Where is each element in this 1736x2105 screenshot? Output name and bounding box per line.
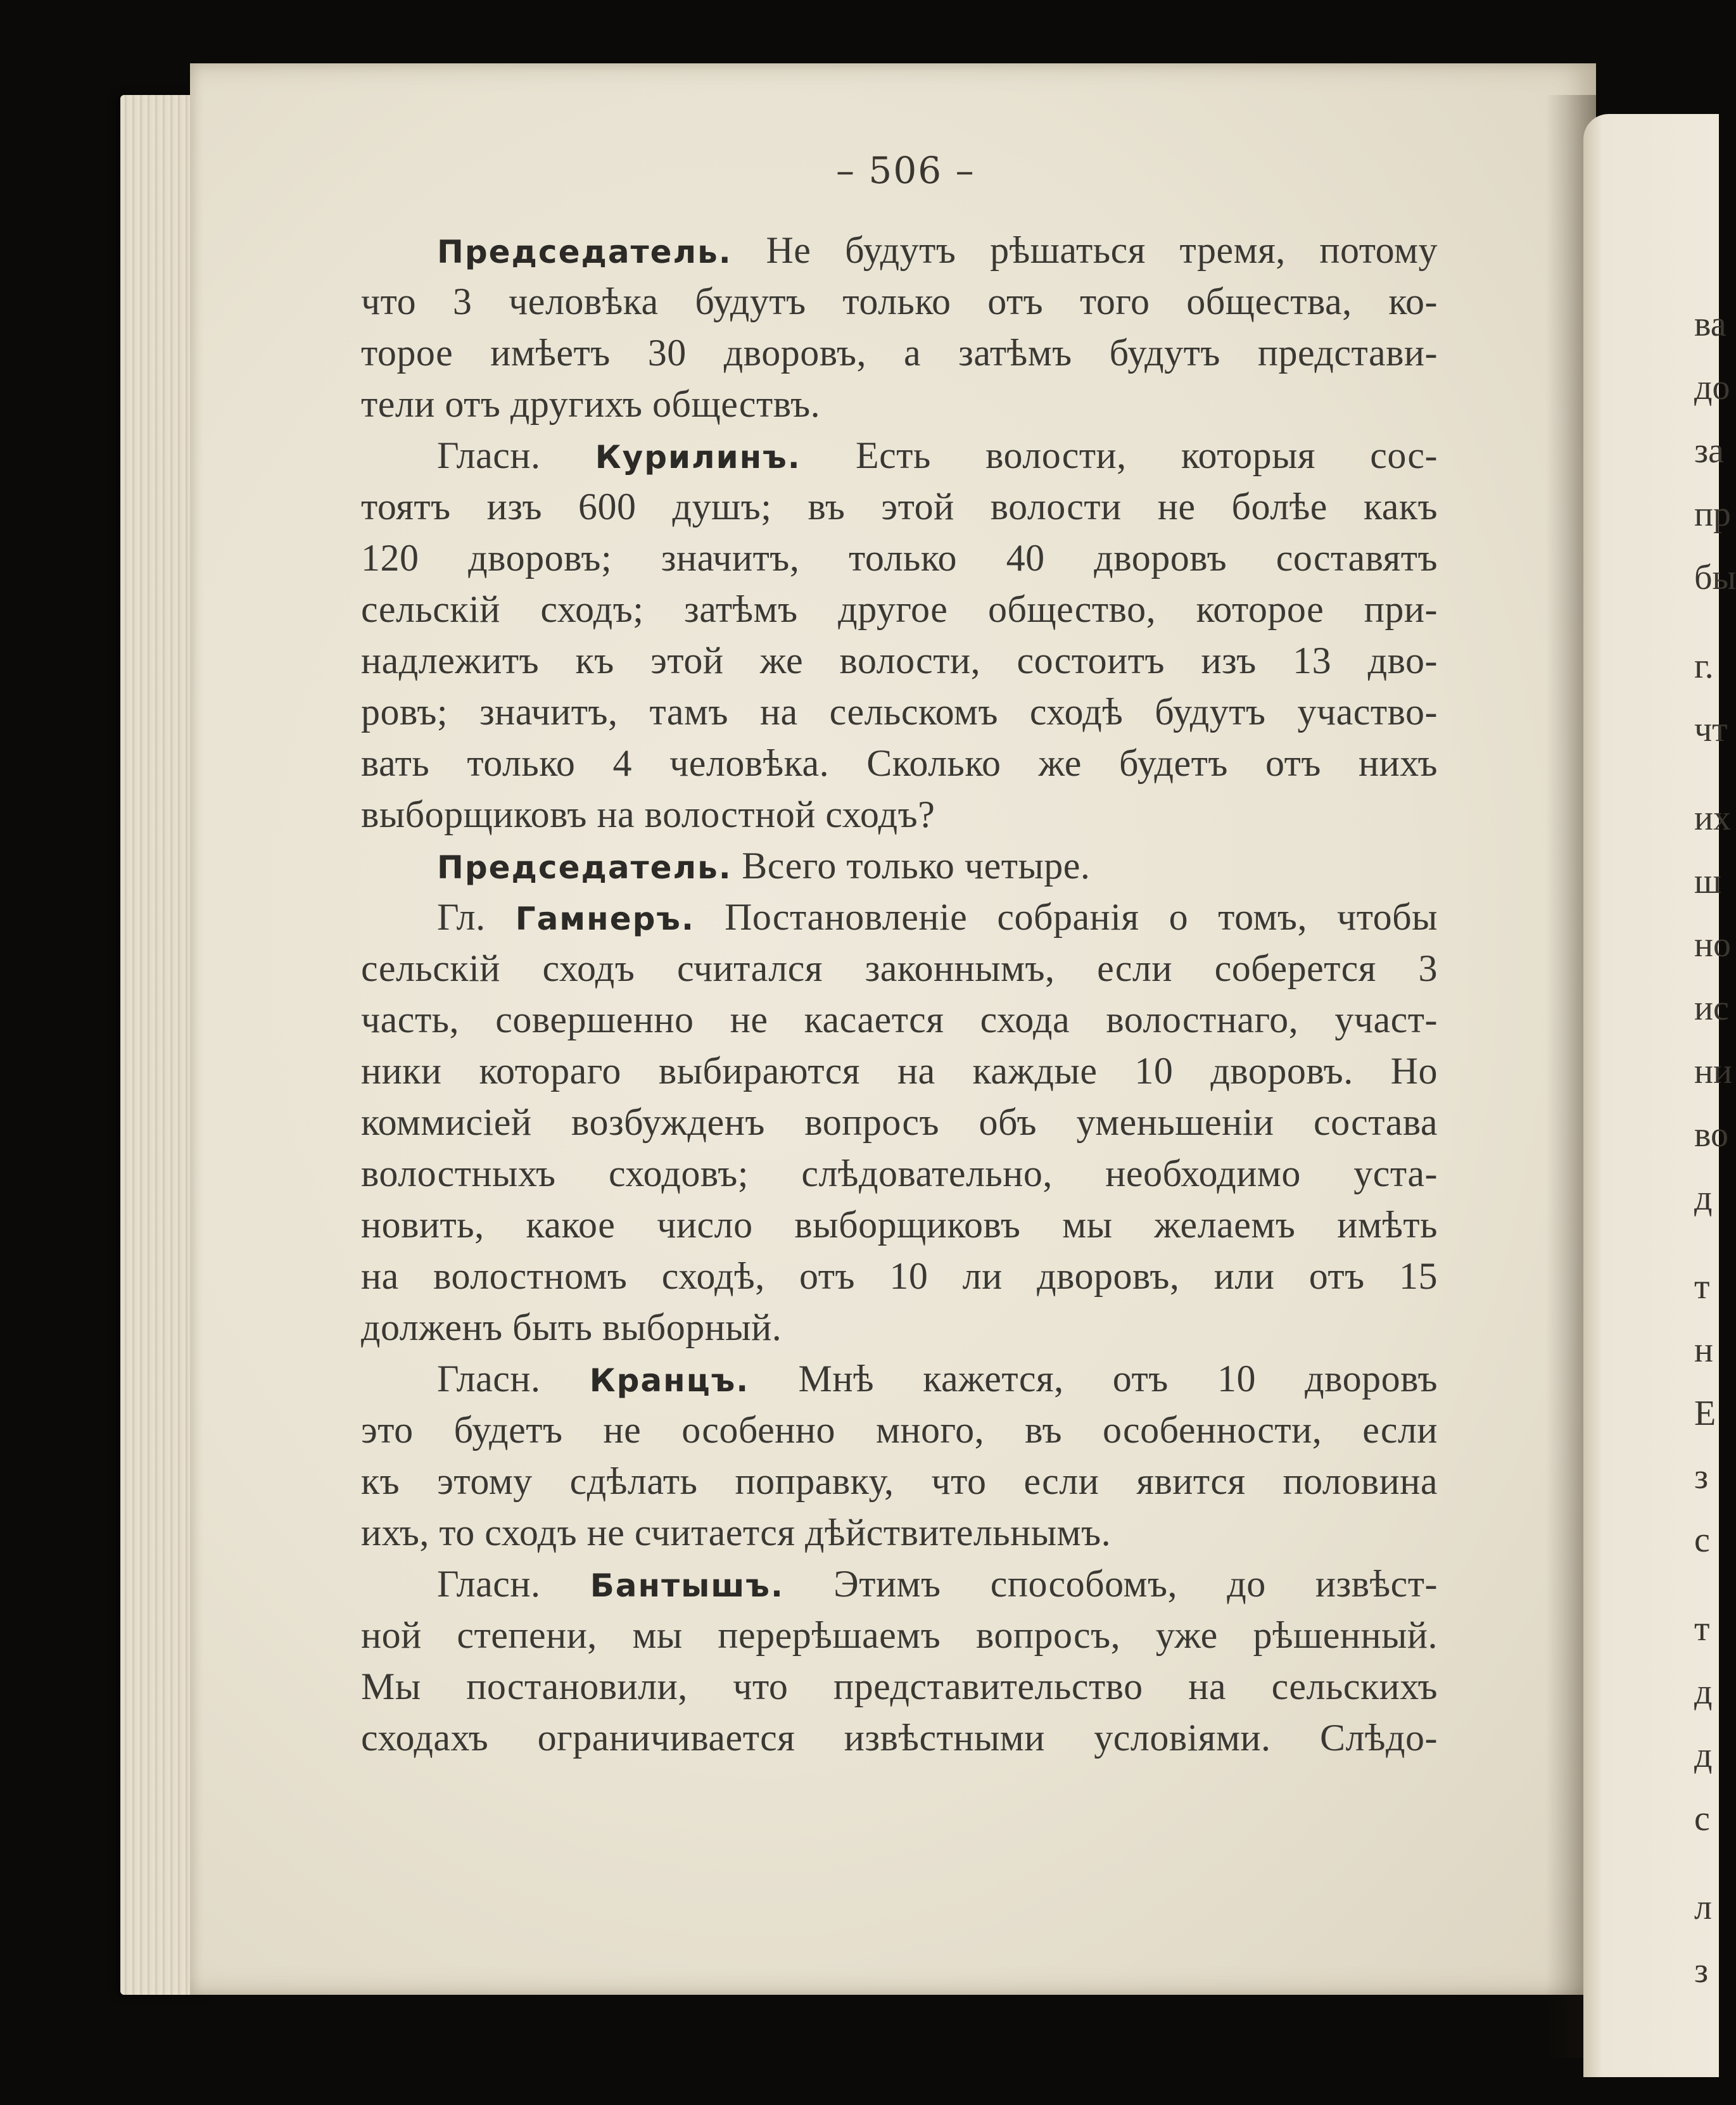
right-page-fragment: чт	[1694, 710, 1728, 749]
line-text: вать только 4 человѣка. Сколько же будетъ отъ нихъ	[361, 742, 1438, 784]
text-line	[361, 892, 1438, 943]
text-line	[361, 738, 1438, 789]
text-line	[361, 584, 1438, 635]
line-text: коммисіей возбужденъ вопросъ объ уменьшеніи состава	[361, 1101, 1438, 1143]
text-line	[361, 1610, 1438, 1661]
text-line	[361, 276, 1438, 327]
speaker-name: Председатель.	[437, 849, 732, 886]
line-text: торое имѣетъ 30 дворовъ, а затѣмъ будутъ представи-	[361, 332, 1438, 374]
line-text: долженъ быть выборный.	[361, 1306, 782, 1348]
line-text: часть, совершенно не касается схода волостнаго, участ-	[361, 999, 1438, 1040]
line-text: новить, какое число выборщиковъ мы желаемъ имѣть	[361, 1204, 1438, 1246]
text-line	[361, 225, 1438, 276]
text-line	[361, 1097, 1438, 1148]
line-text: на волостномъ сходѣ, отъ 10 ли дворовъ, или отъ 15	[361, 1255, 1438, 1297]
right-page-fragment: Е	[1694, 1394, 1716, 1433]
speaker-name: Бантышъ.	[590, 1567, 784, 1604]
right-page-fragment: д	[1694, 1179, 1713, 1218]
speaker-name: Гамнеръ.	[515, 901, 695, 937]
line-text: Этимъ способомъ, до извѣст-	[783, 1563, 1438, 1605]
line-text: Есть волости, которыя сос-	[801, 434, 1438, 476]
line-text: ной степени, мы перерѣшаемъ вопросъ, уже рѣшенный.	[361, 1614, 1438, 1656]
line-text: Мы постановили, что представительство на сельскихъ	[361, 1666, 1438, 1707]
line-text: тоятъ изъ 600 душъ; въ этой волости не болѣе какъ	[361, 486, 1438, 528]
right-page-fragment: з	[1694, 1457, 1709, 1496]
line-text: 120 дворовъ; значитъ, только 40 дворовъ составятъ	[361, 537, 1438, 579]
right-page-fragment: их	[1694, 799, 1731, 838]
right-page-fragment: бы	[1694, 558, 1736, 597]
text-line	[361, 1302, 1438, 1353]
line-text: Мнѣ кажется, отъ 10 дворовъ	[749, 1358, 1438, 1400]
text-line	[361, 1507, 1438, 1558]
right-page-edge	[1583, 114, 1722, 2077]
page-number: – 506 –	[836, 149, 975, 192]
speaker-title: Гл.	[437, 896, 516, 938]
line-text: надлежитъ къ этой же волости, состоитъ изъ 13 дво-	[361, 640, 1438, 681]
speaker-title: Гласн.	[437, 1563, 590, 1605]
text-line	[361, 686, 1438, 738]
text-line	[361, 327, 1438, 379]
text-line	[361, 379, 1438, 430]
right-page-fragment: до	[1694, 368, 1730, 407]
line-text: ровъ; значитъ, тамъ на сельскомъ сходѣ будутъ участво-	[361, 691, 1438, 733]
right-page-fragment: д	[1694, 1736, 1713, 1775]
text-line	[361, 1046, 1438, 1097]
right-page-fragment: с	[1694, 1520, 1710, 1560]
text-line	[361, 1661, 1438, 1712]
line-text: сельскій сходъ; затѣмъ другое общество, которое при-	[361, 588, 1438, 630]
right-page-fragment: ва	[1694, 305, 1726, 344]
line-text: выборщиковъ на волостной сходъ?	[361, 793, 935, 835]
text-line	[361, 1199, 1438, 1251]
right-page-fragment: ш	[1694, 862, 1722, 901]
right-page-fragment: за	[1694, 431, 1724, 471]
right-page-fragment: л	[1694, 1888, 1712, 1927]
right-page-fragment: пр	[1694, 495, 1731, 534]
line-text: волостныхъ сходовъ; слѣдовательно, необходимо уста-	[361, 1153, 1438, 1194]
text-line	[361, 943, 1438, 994]
text-line	[361, 994, 1438, 1046]
line-text: къ этому сдѣлать поправку, что если явится половина	[361, 1460, 1438, 1502]
text-line	[361, 1712, 1438, 1764]
line-text: это будетъ не особенно много, въ особенности, если	[361, 1409, 1438, 1451]
text-line	[361, 481, 1438, 533]
right-page-fragment: т	[1694, 1267, 1710, 1306]
right-page-fragment: т	[1694, 1609, 1710, 1648]
right-page-fragment: ис	[1694, 989, 1729, 1028]
text-line	[361, 1353, 1438, 1405]
text-line	[361, 840, 1438, 892]
speaker-name: Курилинъ.	[595, 439, 801, 476]
right-page-fragment: ни	[1694, 1052, 1732, 1091]
line-text: ники котораго выбираются на каждые 10 дворовъ. Но	[361, 1050, 1438, 1092]
speaker-name: Кранцъ.	[589, 1362, 750, 1399]
line-text: Не будутъ рѣшаться тремя, потому	[732, 229, 1438, 271]
text-line	[361, 1148, 1438, 1199]
text-line	[361, 1558, 1438, 1610]
right-page-fragment: г.	[1694, 647, 1714, 686]
line-text: Постановленіе собранія о томъ, чтобы	[695, 896, 1438, 938]
body-text	[361, 225, 1438, 1764]
text-line	[361, 533, 1438, 584]
right-page-fragment: н	[1694, 1331, 1713, 1370]
line-text: Всего только четыре.	[732, 845, 1091, 887]
line-text: тели отъ другихъ обществъ.	[361, 383, 821, 425]
speaker-title: Гласн.	[437, 1358, 590, 1400]
line-text: сходахъ ограничивается извѣстными условіями. Слѣдо-	[361, 1717, 1438, 1759]
text-line	[361, 789, 1438, 840]
right-page-fragment: с	[1694, 1799, 1710, 1838]
right-page-fragment: д	[1694, 1672, 1713, 1712]
speaker-title: Гласн.	[437, 434, 595, 476]
text-line	[361, 1456, 1438, 1507]
right-page-fragment: з	[1694, 1951, 1709, 1990]
line-text: сельскій сходъ считался законнымъ, если соберется 3	[361, 947, 1438, 989]
text-line	[361, 1251, 1438, 1302]
text-line	[361, 1405, 1438, 1456]
text-line	[361, 430, 1438, 481]
right-page-fragment: во	[1694, 1115, 1729, 1154]
right-page-fragment: но	[1694, 925, 1731, 964]
line-text: ихъ, то сходъ не считается дѣйствительнымъ.	[361, 1512, 1112, 1553]
speaker-name: Председатель.	[437, 234, 732, 270]
line-text: что 3 человѣка будутъ только отъ того общества, ко-	[361, 281, 1438, 322]
text-line	[361, 635, 1438, 686]
